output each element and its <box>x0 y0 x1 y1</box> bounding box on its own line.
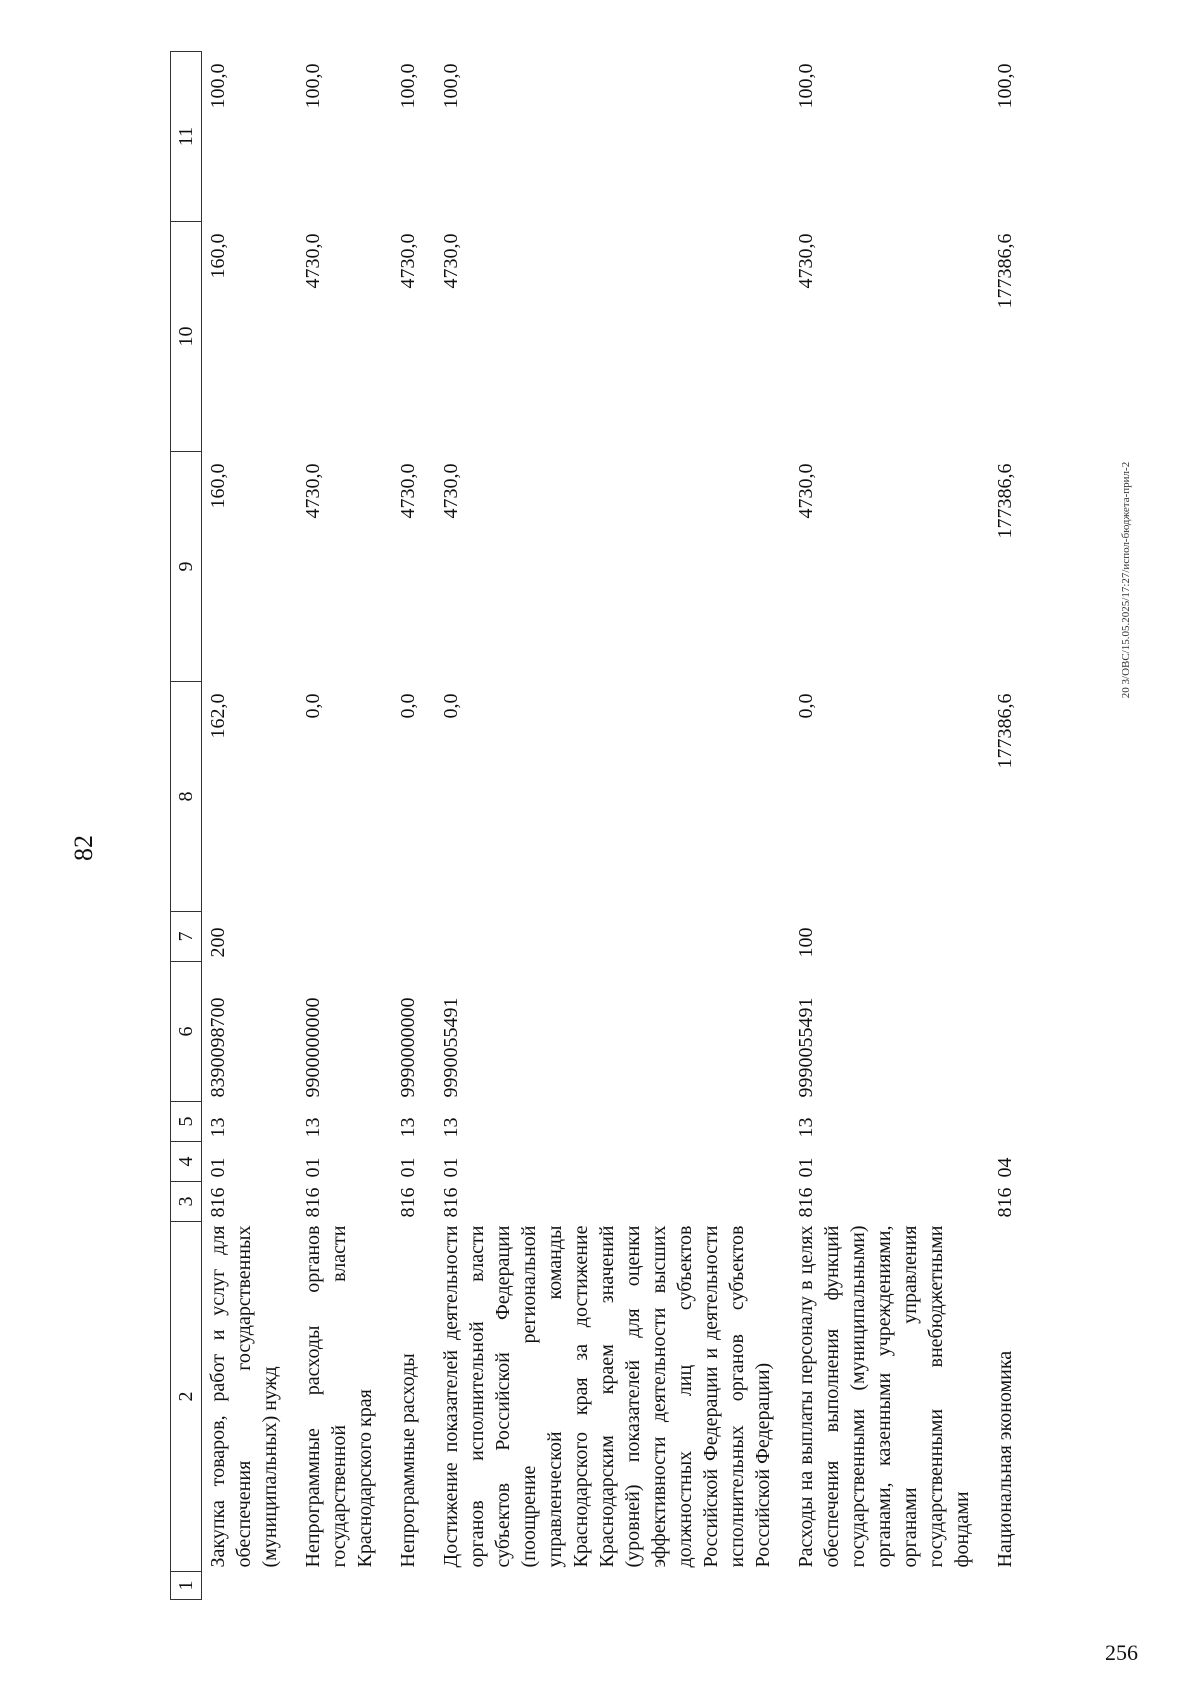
cell-c7: 100 <box>795 927 817 958</box>
cell-c5: 13 <box>795 1117 817 1138</box>
cell-c11: 100,0 <box>207 63 229 109</box>
footer-path: 20 3/ОВС/15.05.2025/17:27/испол-бюджета-прил-2 <box>1120 461 1132 699</box>
cell-c10: 160,0 <box>207 233 229 279</box>
cell-c7 <box>297 912 392 962</box>
cell-c9: 4730,0 <box>397 463 419 519</box>
cell-c3: 816 <box>302 1187 324 1218</box>
cell-c4: 01 <box>440 1157 462 1178</box>
row-name: Непрограммные расходы органов государственной власти Краснодарского края <box>302 1225 376 1568</box>
cell-c5: 13 <box>397 1117 419 1138</box>
cell-c10: 4730,0 <box>440 233 462 289</box>
cell-c11: 100,0 <box>795 63 817 109</box>
cell-c8: 177386,6 <box>994 693 1016 769</box>
budget-table <box>170 51 1032 1600</box>
column-header: 8 <box>171 682 202 912</box>
column-header: 3 <box>171 1182 202 1222</box>
cell-c10: 4730,0 <box>795 233 817 289</box>
cell-c9: 4730,0 <box>302 463 324 519</box>
table-row <box>202 52 298 1600</box>
column-header: 1 <box>171 1572 202 1600</box>
cell-c9: 160,0 <box>207 463 229 509</box>
cell-c8: 0,0 <box>795 693 817 719</box>
page-number-bottom: 256 <box>1105 1640 1138 1665</box>
cell-c6: 9990055491 <box>795 997 817 1098</box>
cell-c7 <box>435 912 790 962</box>
cell-c11: 100,0 <box>994 63 1016 109</box>
header-row <box>171 52 202 1600</box>
cell-c7 <box>392 912 435 962</box>
cell-c10: 4730,0 <box>302 233 324 289</box>
column-header: 5 <box>171 1102 202 1142</box>
cell-c4: 01 <box>302 1157 324 1178</box>
table-row <box>435 52 790 1600</box>
table-row <box>790 52 989 1600</box>
cell-c5: 13 <box>302 1117 324 1138</box>
rotated-table-container <box>170 50 1032 1600</box>
cell-c3: 816 <box>207 1187 229 1218</box>
cell-c9: 4730,0 <box>440 463 462 519</box>
cell-c11: 100,0 <box>397 63 419 109</box>
cell-c4: 04 <box>994 1157 1016 1178</box>
cell-c11: 100,0 <box>302 63 324 109</box>
column-header: 10 <box>171 222 202 452</box>
cell-c3: 816 <box>397 1187 419 1218</box>
row-name: Расходы на выплаты персоналу в целях обеспечения выполнения функций государственными (муниципальными) органами, казенными учреждениями, органами управления государственными внебюджетными фондами <box>795 1225 973 1568</box>
table-row <box>392 52 435 1600</box>
cell-c10: 177386,6 <box>994 233 1016 309</box>
row-name: Непрограммные расходы <box>397 1353 419 1568</box>
column-header: 11 <box>171 52 202 222</box>
cell-c8: 0,0 <box>302 693 324 719</box>
cell-c8: 0,0 <box>397 693 419 719</box>
row-name: Достижение показателей деятельности органов исполнительной власти субъектов Российской Федерации (поощрение региональной управленческой команды Краснодарского края за достижение Краснодарским краем значений (уровней) показателей для оценки эффективности деятельности высших должностных лиц субъектов Российской Федерации и деятельности исполнительных органов субъектов Российской Федерации) <box>440 1225 774 1568</box>
column-header: 4 <box>171 1142 202 1182</box>
cell-c3: 816 <box>994 1187 1016 1218</box>
table-row <box>989 52 1032 1600</box>
column-header: 6 <box>171 962 202 1102</box>
column-header: 9 <box>171 452 202 682</box>
cell-c6 <box>989 962 1032 1102</box>
cell-c9: 4730,0 <box>795 463 817 519</box>
cell-c5 <box>989 1102 1032 1142</box>
column-header: 2 <box>171 1222 202 1572</box>
page-number-top: 82 <box>69 835 98 861</box>
cell-c5: 13 <box>440 1117 462 1138</box>
cell-c7 <box>989 912 1032 962</box>
cell-c11: 100,0 <box>440 63 462 109</box>
cell-c6: 9900000000 <box>302 997 324 1098</box>
cell-c4: 01 <box>397 1157 419 1178</box>
cell-c4: 01 <box>795 1157 817 1178</box>
cell-c6: 8390098700 <box>207 997 229 1098</box>
row-name: Закупка товаров, работ и услуг для обеспечения государственных (муниципальных) нужд <box>207 1225 281 1568</box>
cell-c6: 9990000000 <box>397 997 419 1098</box>
cell-c9: 177386,6 <box>994 463 1016 539</box>
cell-c7: 200 <box>207 927 229 958</box>
cell-c3: 816 <box>440 1187 462 1218</box>
cell-c4: 01 <box>207 1157 229 1178</box>
cell-c8: 0,0 <box>440 693 462 719</box>
table-row <box>297 52 392 1600</box>
column-header: 7 <box>171 912 202 962</box>
cell-c10: 4730,0 <box>397 233 419 289</box>
cell-c3: 816 <box>795 1187 817 1218</box>
cell-c8: 162,0 <box>207 693 229 739</box>
row-name: Национальная экономика <box>994 1350 1016 1568</box>
cell-c5: 13 <box>207 1117 229 1138</box>
cell-c6: 9990055491 <box>440 997 462 1098</box>
